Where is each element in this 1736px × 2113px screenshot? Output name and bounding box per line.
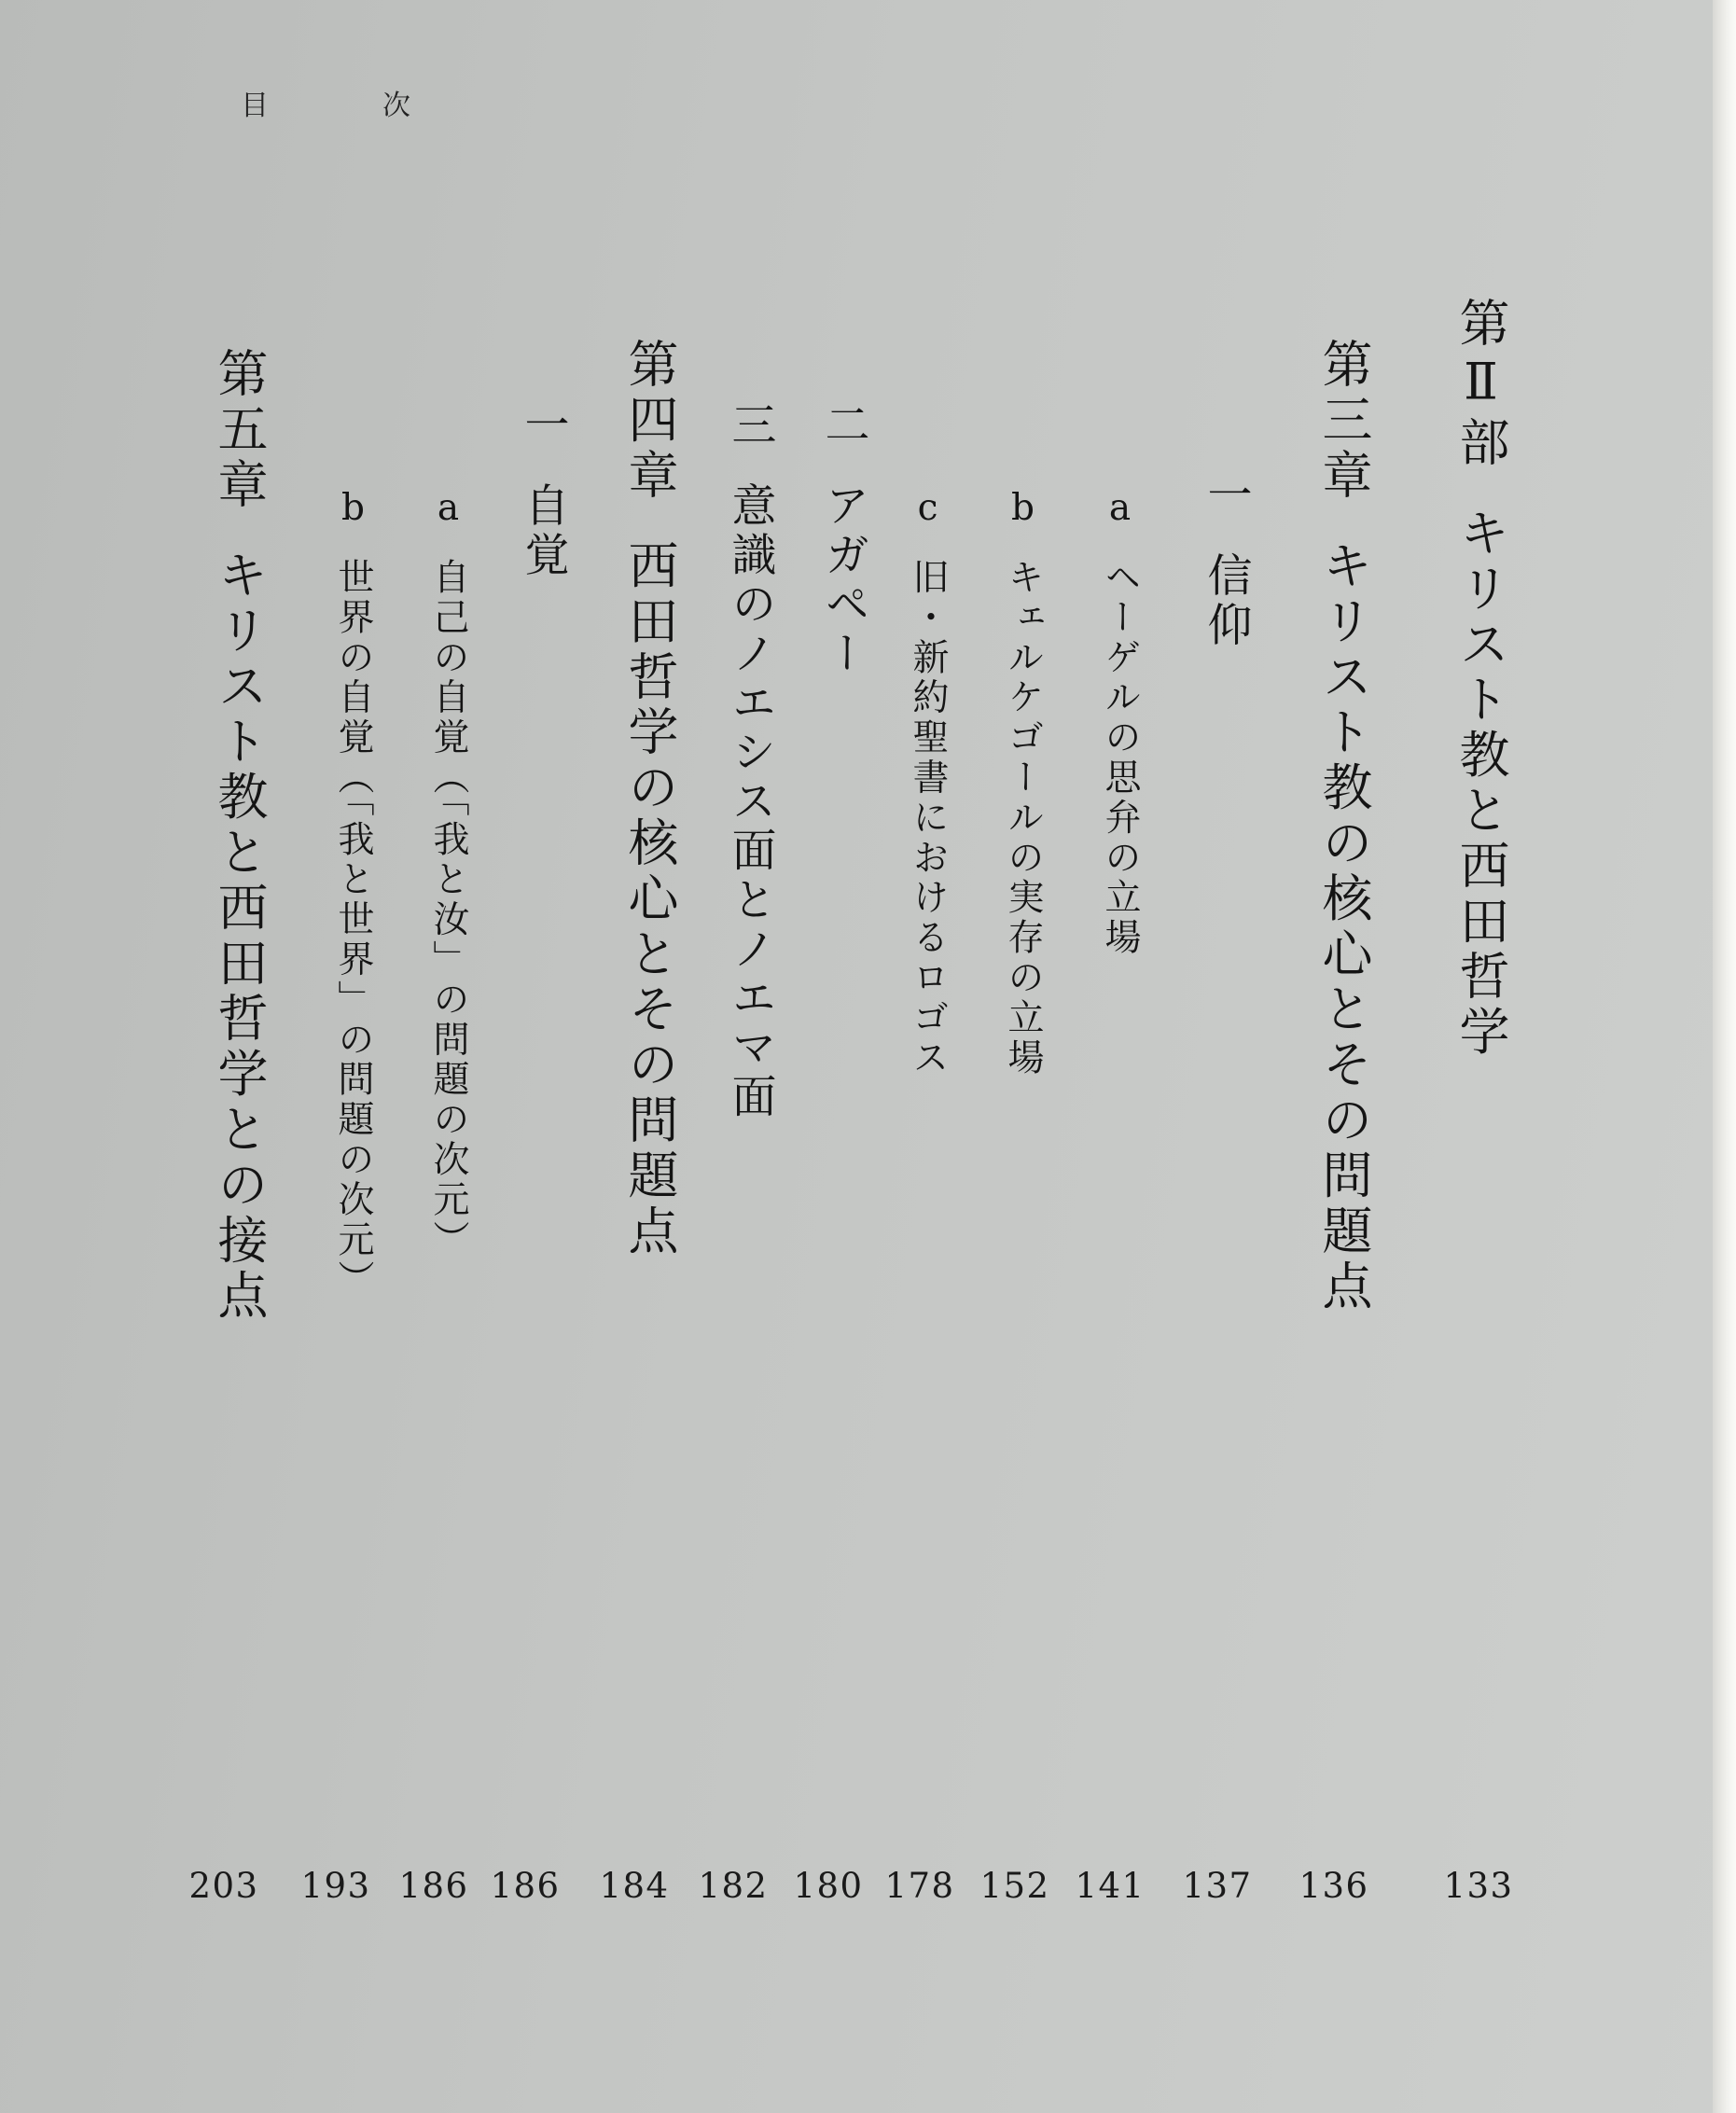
- toc-entry-part-2: [1445, 297, 1517, 1061]
- running-head-char-1: 目: [241, 90, 269, 122]
- page-number: 203: [188, 1866, 259, 1906]
- toc-entry-subsection-b: [996, 487, 1049, 1078]
- page-number: 133: [1443, 1866, 1514, 1906]
- page-edge: [1713, 0, 1736, 2113]
- toc-entry-section-1: [1194, 471, 1258, 650]
- toc-entry-subsection-a2: [422, 487, 474, 1260]
- toc-entry-marker: a: [1099, 487, 1141, 533]
- toc-entry-section-3: [718, 401, 783, 1122]
- page-number: 180: [793, 1866, 864, 1906]
- toc-entry-subsection-c: [901, 487, 953, 1078]
- page-number: 152: [979, 1866, 1050, 1906]
- toc-entry-marker: 第Ⅱ部: [1451, 297, 1510, 472]
- toc-entry-section-2: [812, 401, 876, 679]
- page-number: 136: [1299, 1866, 1369, 1906]
- toc-entry-title: 信仰: [1200, 551, 1252, 651]
- page-number: 186: [490, 1866, 561, 1906]
- toc-entry-chapter-3: [1308, 338, 1380, 1315]
- toc-entry-title: アガペー: [817, 481, 869, 679]
- toc-entry-title: 自己の自覚（「我と汝」の問題の次元）: [427, 558, 469, 1260]
- toc-entry-marker: c: [907, 487, 949, 533]
- toc-entry-title: 西田哲学の核心とその問題点: [620, 539, 679, 1260]
- page-number: 141: [1075, 1866, 1146, 1906]
- toc-entry-chapter-4: [614, 338, 686, 1259]
- toc-entry-title: 意識のノエシス面とノエマ面: [724, 481, 776, 1122]
- toc-entry-title: 世界の自覚（「我と世界」の問題の次元）: [332, 558, 374, 1300]
- toc-entry-subsection-b2: [326, 487, 379, 1300]
- toc-entry-title: キェルケゴールの実存の立場: [1002, 558, 1044, 1078]
- page-number: 178: [884, 1866, 955, 1906]
- page-number: 186: [398, 1866, 469, 1906]
- toc-entry-subsection-a: [1093, 487, 1146, 958]
- toc-entry-title: 旧・新約聖書におけるロゴス: [907, 558, 949, 1078]
- toc-entry-marker: 一: [1200, 471, 1252, 521]
- page-number: 137: [1182, 1866, 1253, 1906]
- toc-entry-title: キリスト教の核心とその問題点: [1314, 539, 1373, 1315]
- toc-entry-marker: 第三章: [1314, 338, 1373, 505]
- toc-entry-title: キリスト教と西田哲学: [1451, 507, 1510, 1061]
- toc-entry-title: 自覚: [517, 481, 569, 581]
- toc-entry-marker: 第四章: [620, 338, 679, 505]
- toc-entry-marker: 三: [724, 401, 776, 451]
- toc-entry-section-1b: [511, 401, 576, 580]
- toc-entry-chapter-5: [203, 347, 275, 1325]
- toc-entry-marker: b: [332, 487, 374, 533]
- page-number: 184: [599, 1866, 670, 1906]
- toc-entry-marker: 二: [817, 401, 869, 451]
- toc-entry-marker: 一: [517, 401, 569, 451]
- page-number: 193: [300, 1866, 371, 1906]
- toc-entry-marker: b: [1002, 487, 1044, 533]
- running-head-char-2: 次: [382, 90, 410, 122]
- toc-entry-title: ヘーゲルの思弁の立場: [1099, 558, 1141, 959]
- page-number: 182: [698, 1866, 769, 1906]
- toc-entry-marker: 第五章: [210, 347, 269, 514]
- running-head: [241, 82, 427, 125]
- toc-entry-marker: a: [427, 487, 469, 533]
- toc-entry-title: キリスト教と西田哲学との接点: [210, 549, 269, 1325]
